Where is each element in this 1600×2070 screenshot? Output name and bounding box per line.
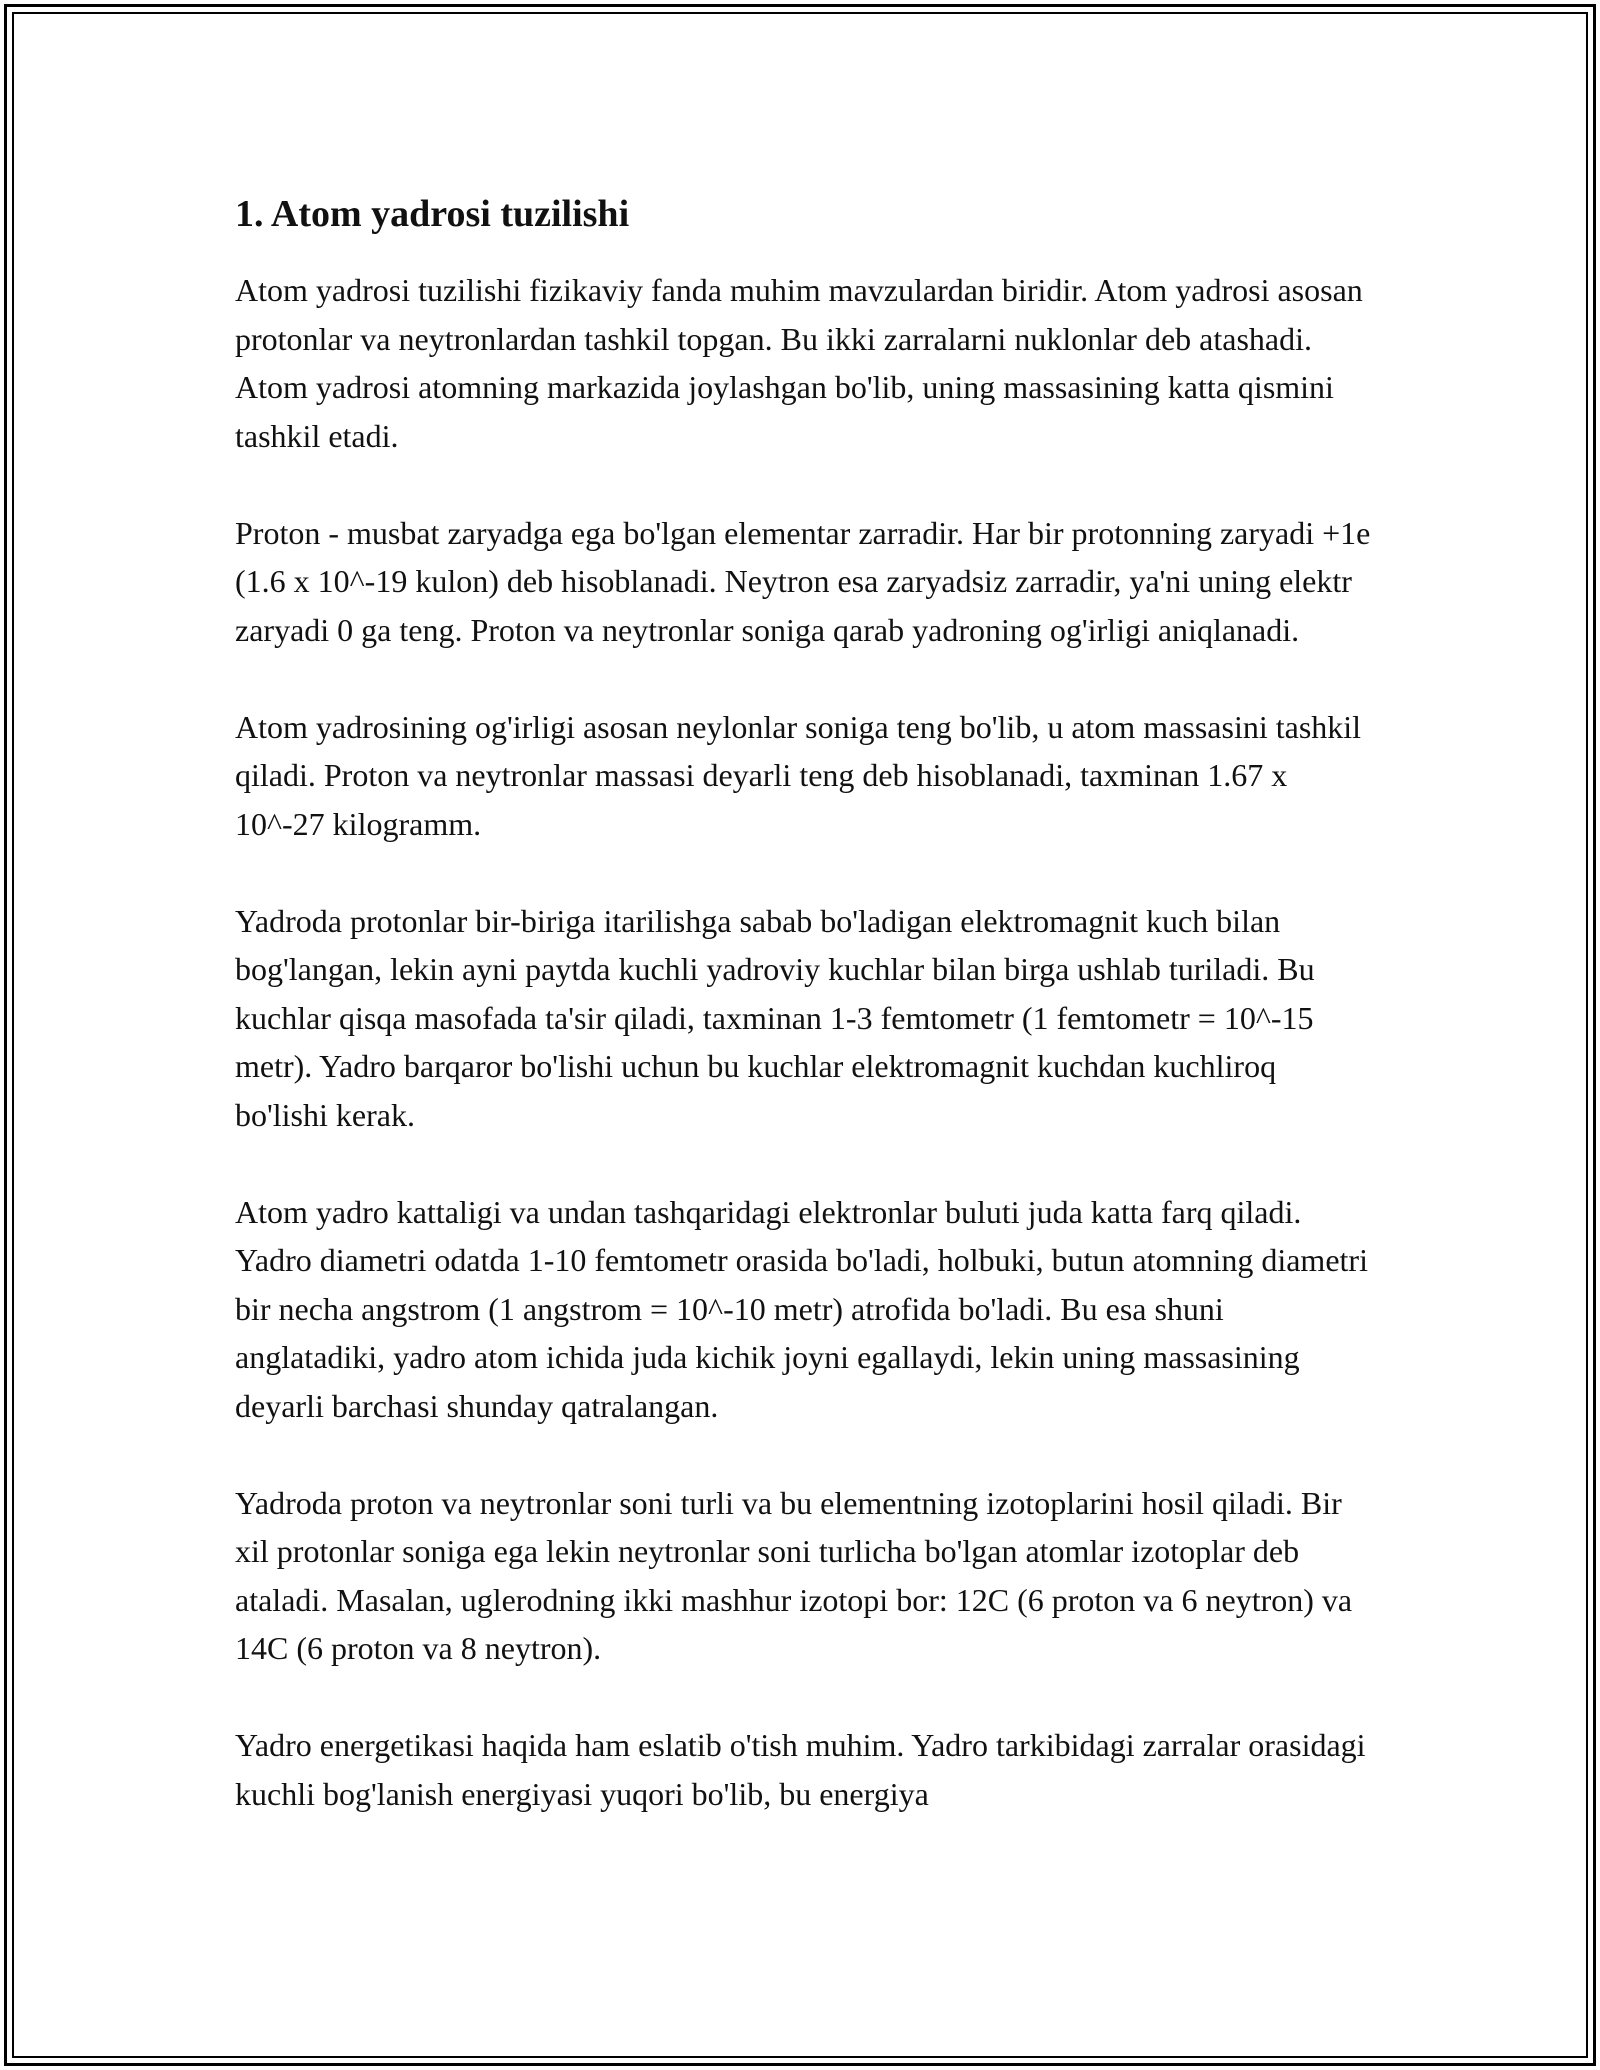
paragraph-isotopes: Yadroda proton va neytronlar soni turli va bu elementning izotoplarini hosil qiladi. Bir xil protonlar soniga ega lekin neytronlar soni turlicha bo'lgan atomlar izotoplar deb ataladi. Masalan, uglerodning ikki mashhur izotopi bor: 12C (6 proton va 6 neytron) va 14C (6 proton va 8 neytron). (235, 1484, 1353, 1666)
paragraph-nucleus-mass: Atom yadrosining og'irligi asosan neylonlar soniga teng bo'lib, u atom massasini tashkil qiladi. Proton va neytronlar massasi deyarli teng deb hisoblanadi, taxminan 1.67 x 10^-27 kilogramm. (235, 708, 1362, 842)
paragraph-nuclear-forces: Yadroda protonlar bir-biriga itarilishga sabab bo'ladigan elektromagnit kuch bilan bog'langan, lekin ayni paytda kuchli yadroviy kuchlar bilan birga ushlab turiladi. Bu kuchlar qisqa masofada ta'sir qiladi, taxminan 1-3 femtometr (1 femtometr = 10^-15 metr). Yadro barqaror bo'lishi uchun bu kuchlar elektromagnit kuchdan kuchliroq bo'lishi kerak. (235, 902, 1315, 1133)
paragraph-nucleus-size: Atom yadro kattaligi va undan tashqaridagi elektronlar buluti juda katta farq qiladi. Yadro diametri odatda 1-10 femtometr orasida bo'ladi, holbuki, butun atomning diametri bir necha angstrom (1 angstrom = 10^-10 metr) atrofida bo'ladi. Bu esa shuni anglatadiki, yadro atom ichida juda kichik joyni egallaydi, lekin uning massasining deyarli barchasi shunday qatralangan. (235, 1193, 1368, 1424)
paragraph-proton-neutron: Proton - musbat zaryadga ega bo'lgan elementar zarradir. Har bir protonning zaryadi +1e (1.6 x 10^-19 kulon) deb hisoblanadi. Neytron esa zaryadsiz zarradir, ya'ni uning elektr zaryadi 0 ga teng. Proton va neytronlar soniga qarab yadroning og'irligi aniqlanadi. (235, 514, 1371, 648)
document-body (235, 186, 1375, 1867)
paragraph-nuclear-energy: Yadro energetikasi haqida ham eslatib o'tish muhim. Yadro tarkibidagi zarralar orasidagi kuchli bog'lanish energiyasi yuqori bo'lib, bu energiya (235, 1727, 1366, 1812)
section-heading: 1. Atom yadrosi tuzilishi (235, 193, 630, 235)
paragraph-intro: Atom yadrosi tuzilishi fizikaviy fanda muhim mavzulardan biridir. Atom yadrosi asosan protonlar va neytronlardan tashkil topgan. Bu ikki zarralarni nuklonlar deb atashadi. Atom yadrosi atomning markazida joylashgan bo'lib, uning massasining katta qismini tashkil etadi. (235, 272, 1363, 454)
